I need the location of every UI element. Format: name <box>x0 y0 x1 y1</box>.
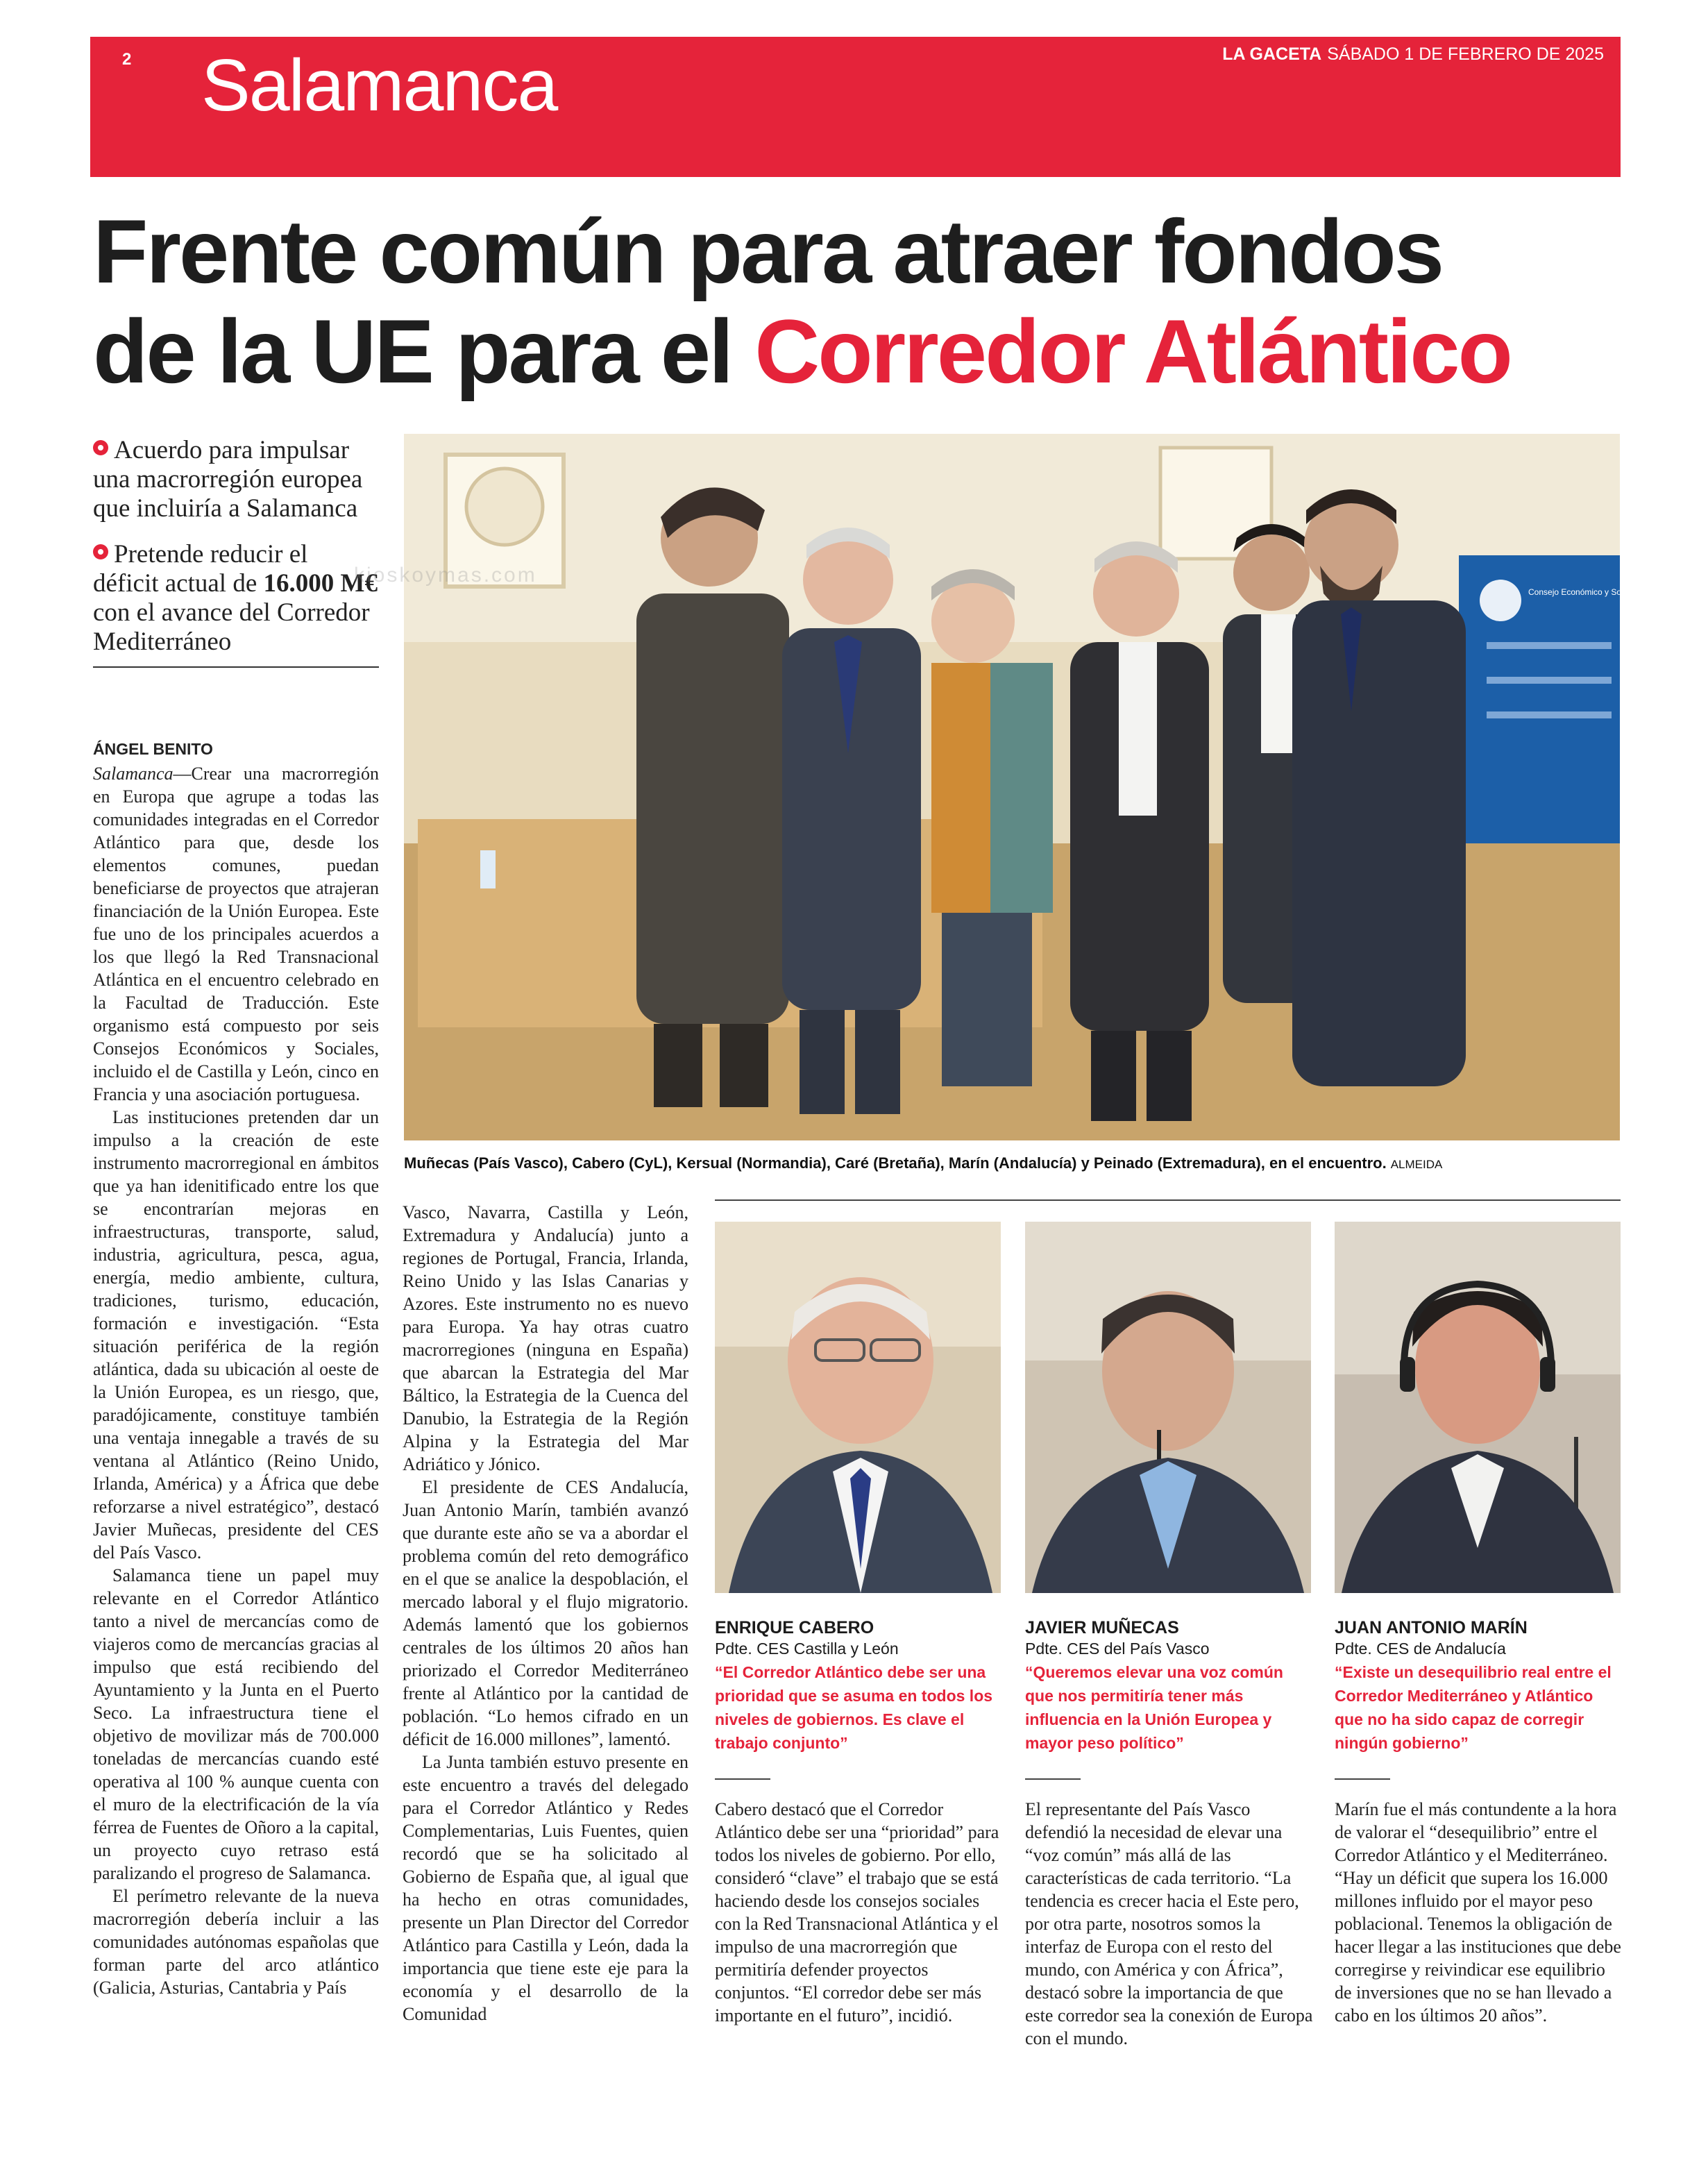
summary-bullet-2-pre: Pretende reducir el déficit actual de <box>93 540 308 598</box>
headline-line1: Frente común para atraer fondos <box>93 201 1443 302</box>
headline <box>93 201 1634 401</box>
section-title: Salamanca <box>201 44 557 126</box>
summary-bullet-1-text: Acuerdo para impulsar una macrorregión europea que incluiría a Salamanca <box>93 436 363 523</box>
article-paragraph: La Junta también estuvo presente en este encuentro a través del delegado para el Corredor Atlántico y Redes Complementarias, Luis Fuentes, quien recordó que se ha solicitado al Gobierno de España que, al igual que ha hecho en otras comunidades, presente un Plan Director del Corredor Atlántico para Castilla y León, dada la importancia que tiene este eje para la economía y el desarrollo de la Comunidad <box>403 1752 688 2024</box>
photo-credit: ALMEIDA <box>1390 1158 1443 1171</box>
article-paragraph: Salamanca tiene un papel muy relevante en el Corredor Atlántico tanto a nivel de mercancías como de viajeros como de mercancías gracias al impulso que está recibiendo del Ayuntamiento y la Junta en el Puerto Seco. La infraestructura tiene el objetivo de movilizar más de 700.000 toneladas de mercancías cuando esté operativa al 100 % aunque cuenta con el muro de la electrificación de la vía férrea de Fuentes de Oñoro a la capital, un proyecto cuyo retraso está paralizando el progreso de Salamanca. <box>93 1565 379 1883</box>
profile-role: Pdte. CES de Andalucía <box>1335 1640 1506 1658</box>
article-paragraph: El perímetro relevante de la nueva macrorregión debería incluir a las comunidades autónomas españolas que forman parte del arco atlántico (Galicia, Asturias, Cantabria y País <box>93 1886 379 1998</box>
profile-role: Pdte. CES Castilla y León <box>715 1640 899 1658</box>
quote-divider <box>1335 1778 1390 1780</box>
headline-highlight: Corredor Atlántico <box>754 301 1511 402</box>
article-column-2 <box>403 1201 688 2025</box>
article-paragraph: Vasco, Navarra, Castilla y León, Extremadura y Andalucía) junto a regiones de Portugal, Francia, Irlanda, Reino Unido y las Islas Canarias y Azores. Este instrumento no es nuevo para Europa. Ya hay otras cuatro macrorregiones (ninguna en España) que abarcan la Estrategia del Mar Báltico, la Estrategia de la Cuenca del Danubio, la Estrategia de la Región Alpina y la Estrategia del Mar Adriático y Jónico. <box>403 1202 688 1474</box>
profile-text: Cabero destacó que el Corredor Atlántico debe ser una “prioridad” para todos los niveles de gobierno. Por ello, consideró “clave” el trabajo que se está haciendo desde los consejos sociales con la Red Transnacional Atlántica y el impulso de una macrorregión que permitiría defender proyectos conjuntos. “El corredor debe ser más importante en el futuro”, incidió. <box>715 1799 999 2025</box>
portrait-cabero-image <box>715 1222 1001 1593</box>
photo-caption-text: Muñecas (País Vasco), Cabero (CyL), Kersual (Normandia), Caré (Bretaña), Marín (Andalucía) y Peinado (Extremadura), en el encuentro. <box>404 1154 1387 1172</box>
profile-name: ENRIQUE CABERO <box>715 1618 874 1637</box>
backdrop-banner-text: Consejo Económico y Social de Castilla y León <box>1528 587 1702 597</box>
portrait-marin <box>1335 1222 1621 1593</box>
profile-cabero <box>715 1617 1003 2027</box>
profile-text: El representante del País Vasco defendió la necesidad de elevar una “voz común” más allá de las características de cada territorio. “La tendencia es crecer hacia el Este pero, por otra parte, nosotros somos la interfaz de Europa con el resto del mundo, con América y con África”, destacó sobre la importancia de que este corredor sea la conexión de Europa con el mundo. <box>1025 1799 1313 2048</box>
profile-role: Pdte. CES del País Vasco <box>1025 1640 1210 1658</box>
profile-name: JUAN ANTONIO MARÍN <box>1335 1618 1528 1637</box>
article-column-1 <box>93 738 379 1999</box>
section-divider <box>715 1199 1621 1201</box>
profile-marin <box>1335 1617 1623 2027</box>
profile-quote: “Queremos elevar una voz común que nos permitiría tener más influencia en la Unión Europea y mayor peso político” <box>1025 1663 1283 1752</box>
summary-bullet-1 <box>93 436 379 523</box>
portrait-cabero <box>715 1222 1001 1593</box>
profile-quote: “El Corredor Atlántico debe ser una prioridad que se asuma en todos los niveles de gobiernos. Es clave el trabajo conjunto” <box>715 1663 993 1752</box>
page-number: 2 <box>122 50 132 69</box>
article-paragraph: Las instituciones pretenden dar un impulso a la creación de este instrumento macrorregional en ámbitos que ya han idenitificado entre los que se encontrarían mejoras en infraestructuras, transporte, salud, industria, agricultura, pesca, agua, energía, medio ambiente, cultura, tradiciones, turismo, educación, formación e investigación. “Esta situación periférica de la región atlántica, dada su ubicación al oeste de la Unión Europea, es un riesgo, que, paradójicamente, constituye también una ventaja innegable a través de su ventana al Atlántico (Reino Unido, Irlanda, América) y a África que debe reforzarse a nivel estratégico”, destacó Javier Muñecas, presidente del CES del País Vasco. <box>93 1107 379 1562</box>
summary-bullet-2-post: con el avance del Corredor Mediterráneo <box>93 598 370 656</box>
headline-line2: de la UE para el <box>93 301 755 402</box>
portrait-munecas-image <box>1025 1222 1311 1593</box>
summary-bullet-2-figure: 16.000 M€ <box>263 569 378 598</box>
profile-munecas <box>1025 1617 1313 2050</box>
profile-text: Marín fue el más contundente a la hora de valorar el “desequilibrio” entre el Corredor Atlántico y el Mediterráneo. “Hay un déficit que supera los 16.000 millones influido por el mayor peso poblacional. Tenemos la obligación de hacer llegar a las instituciones que debe corregirse y reivindicar ese equilibrio de inversiones que no se han llevado a cabo en los últimos 20 años”. <box>1335 1799 1621 2025</box>
profile-quote: “Existe un desequilibrio real entre el Corredor Mediterráneo y Atlántico que no ha sido capaz de corregir ningún gobierno” <box>1335 1663 1612 1752</box>
author-byline: ÁNGEL BENITO <box>93 740 213 758</box>
summary-bullets <box>93 436 379 668</box>
photo-caption <box>404 1154 1620 1172</box>
watermark: kioskoymas.com <box>354 564 537 587</box>
meeting-photo-illustration <box>404 434 1702 1140</box>
bullet-icon <box>93 440 108 455</box>
publication-date: SÁBADO 1 DE FEBRERO DE 2025 <box>1327 44 1604 64</box>
dateline <box>1222 44 1604 65</box>
article-paragraph: Salamanca—Crear una macrorregión en Europa que agrupe a todas las comunidades integradas en el Corredor Atlántico para que, desde los elementos comunes, puedan beneficiarse de proyectos que atrajeran financiación de la Unión Europea. Este fue uno de los principales acuerdos a los que llegó la Red Transnacional Atlántica en el encuentro celebrado en la Facultad de Traducción. Este organismo está compuesto por seis Consejos Económicos y Sociales, incluido el de Castilla y León, cinco en Francia y una asociación portuguesa. <box>93 764 379 1104</box>
publication-name: LA GACETA <box>1222 44 1322 64</box>
summary-bullet-2 <box>93 540 379 657</box>
dateline-location: Salamanca <box>93 764 174 784</box>
portrait-marin-image <box>1335 1222 1621 1593</box>
main-photo <box>404 434 1702 1140</box>
portrait-munecas <box>1025 1222 1311 1593</box>
bullet-icon <box>93 544 108 559</box>
article-paragraph: El presidente de CES Andalucía, Juan Antonio Marín, también avanzó que durante este año se va a abordar el problema común del reto demográfico en el que se analice la despoblación, el mercado laboral y el flujo migratorio. Además lamentó que los gobiernos centrales de los últimos 20 años han priorizado el Corredor Mediterráneo frente al Atlántico por la cantidad de población. “Lo hemos cifrado en un déficit de 16.000 millones”, lamentó. <box>403 1477 688 1749</box>
profile-name: JAVIER MUÑECAS <box>1025 1618 1179 1637</box>
quote-divider <box>1025 1778 1081 1780</box>
quote-divider <box>715 1778 770 1780</box>
